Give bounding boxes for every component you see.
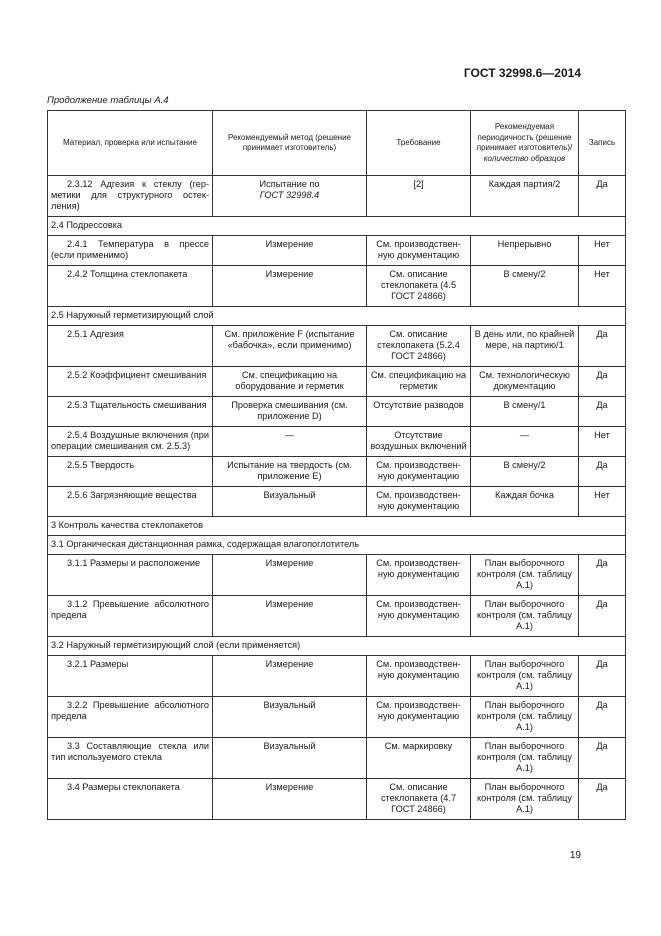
cell-requirement: См. производственную документацию — [367, 555, 471, 596]
cell-frequency: План выборочного контроля (см. таблицу А.1) — [471, 779, 579, 820]
cell-requirement: См. производственную документацию — [367, 487, 471, 517]
cell-method: См. спецификацию на оборудование и герметик — [213, 367, 367, 397]
cell-record: Да — [579, 738, 626, 779]
cell-material — [48, 266, 213, 307]
section-title: 3.2 Наружный герметизирующий слой (если применяется) — [48, 637, 626, 656]
material-text: 3.4 Размеры стеклопакета — [67, 782, 180, 792]
table-section-row — [48, 217, 626, 236]
cell-requirement: См. производственную документацию — [367, 236, 471, 266]
method-standard-ref: ГОСТ 32998.4 — [259, 190, 320, 200]
table-row — [48, 487, 626, 517]
table-row — [48, 596, 626, 637]
cell-method: — — [213, 427, 367, 457]
table-row — [48, 326, 626, 367]
material-text: 3.2.1 Размеры — [67, 659, 129, 669]
cell-record: Да — [579, 367, 626, 397]
table-caption: Продолжение таблицы А.4 — [47, 95, 169, 106]
cell-method: Измерение — [213, 266, 367, 307]
column-header-method: Рекомендуемый метод (решение принимает изготовитель) — [213, 111, 367, 176]
cell-material — [48, 367, 213, 397]
inspection-table — [47, 110, 626, 820]
material-text: 2.4.2 Толщина стеклопакета — [67, 269, 188, 279]
cell-requirement: См. производственную документацию — [367, 596, 471, 637]
cell-material — [48, 397, 213, 427]
frequency-header-main: Рекомендуемая периодичность (решение принимает изготовитель)/ — [476, 122, 573, 152]
material-text: 3.2.2 Превышение абсолютного предела — [51, 700, 209, 721]
cell-frequency: Каждая бочка — [471, 487, 579, 517]
cell-material — [48, 326, 213, 367]
cell-frequency: План выборочного контроля (см. таблицу А.1) — [471, 738, 579, 779]
cell-method: Визуальный — [213, 738, 367, 779]
table-row — [48, 738, 626, 779]
material-text: 2.4.1 Температура в прессе (если применимо) — [51, 239, 209, 260]
cell-record: Да — [579, 779, 626, 820]
cell-method: Визуальный — [213, 697, 367, 738]
cell-record: Нет — [579, 427, 626, 457]
section-title: 3 Контроль качества стеклопакетов — [48, 517, 626, 536]
table-row — [48, 367, 626, 397]
table-header-row — [48, 111, 626, 176]
table-row — [48, 266, 626, 307]
cell-frequency: Непрерывно — [471, 236, 579, 266]
table-row — [48, 397, 626, 427]
cell-requirement: См. маркировку — [367, 738, 471, 779]
material-text: 3.1.1 Размеры и расположение — [67, 558, 201, 568]
frequency-header-italic: количество образцов — [483, 153, 566, 163]
cell-material — [48, 427, 213, 457]
table-row — [48, 656, 626, 697]
cell-method: Измерение — [213, 596, 367, 637]
cell-frequency: В день или, по крайней мере, на партию/1 — [471, 326, 579, 367]
document-code: ГОСТ 32998.6—2014 — [463, 66, 581, 80]
cell-requirement: Отсутствие разводов — [367, 397, 471, 427]
material-text: 2.5.5 Твердость — [67, 460, 135, 470]
cell-method: Проверка смешивания (см. приложение D) — [213, 397, 367, 427]
cell-record: Да — [579, 656, 626, 697]
material-text: 3.3 Составляющие стекла или тип используемого стекла — [51, 741, 209, 762]
table-row — [48, 697, 626, 738]
cell-method: Измерение — [213, 656, 367, 697]
cell-material — [48, 457, 213, 487]
cell-requirement: Отсутствие воздушных включений — [367, 427, 471, 457]
cell-method: Измерение — [213, 779, 367, 820]
cell-record: Да — [579, 176, 626, 217]
cell-record: Нет — [579, 236, 626, 266]
material-text: 2.5.4 Воздушные включения (при операции смешивания см. 2.5.3) — [51, 430, 209, 451]
cell-record: Да — [579, 555, 626, 596]
cell-material — [48, 487, 213, 517]
cell-record: Да — [579, 397, 626, 427]
table-section-row — [48, 637, 626, 656]
cell-method: Испытание на твердость (см. приложение E) — [213, 457, 367, 487]
cell-material — [48, 697, 213, 738]
cell-requirement: См. спецификацию на герметик — [367, 367, 471, 397]
table-row — [48, 779, 626, 820]
cell-requirement: См. описание стеклопакета (4.7 ГОСТ 24866) — [367, 779, 471, 820]
cell-requirement: См. производственную документацию — [367, 457, 471, 487]
cell-record: Нет — [579, 266, 626, 307]
column-header-material: Материал, проверка или испытание — [48, 111, 213, 176]
cell-material — [48, 596, 213, 637]
method-text: Испытание по — [259, 179, 320, 189]
material-text: 2.5.6 Загрязняющие вещества — [67, 490, 197, 500]
cell-requirement: См. производственную документацию — [367, 697, 471, 738]
cell-requirement: См. описание стеклопакета (5.2.4 ГОСТ 24866) — [367, 326, 471, 367]
table-row — [48, 457, 626, 487]
page-number: 19 — [569, 850, 581, 861]
table-row — [48, 176, 626, 217]
column-header-frequency — [471, 111, 579, 176]
cell-material — [48, 779, 213, 820]
table-row — [48, 236, 626, 266]
material-text: 2.5.1 Адгезия — [67, 329, 124, 339]
cell-record: Да — [579, 457, 626, 487]
cell-record: Да — [579, 326, 626, 367]
cell-method: См. приложение F (испытание «бабочка», если применимо) — [213, 326, 367, 367]
material-text: 3.1.2 Превышение абсолютного предела — [51, 599, 209, 620]
cell-frequency: План выборочного контроля (см. таблицу А.1) — [471, 596, 579, 637]
cell-frequency: План выборочного контроля (см. таблицу А.1) — [471, 555, 579, 596]
table-row — [48, 427, 626, 457]
cell-frequency: Каждая партия/2 — [471, 176, 579, 217]
cell-frequency: В смену/2 — [471, 266, 579, 307]
material-text: 2.5.2 Коэффициент смешивания — [67, 370, 207, 380]
cell-method: Измерение — [213, 236, 367, 266]
cell-frequency: — — [471, 427, 579, 457]
cell-frequency: См. технологическую документацию — [471, 367, 579, 397]
cell-frequency: План выборочного контроля (см. таблицу А.1) — [471, 697, 579, 738]
column-header-requirement: Требование — [367, 111, 471, 176]
cell-record: Да — [579, 697, 626, 738]
section-title: 3.1 Органическая дистанционная рамка, содержащая влагопоглотитель — [48, 536, 626, 555]
cell-record: Нет — [579, 487, 626, 517]
cell-frequency: В смену/2 — [471, 457, 579, 487]
cell-method: Измерение — [213, 555, 367, 596]
cell-method: Визуальный — [213, 487, 367, 517]
table-section-row — [48, 536, 626, 555]
column-header-record: Запись — [579, 111, 626, 176]
cell-requirement: См. описание стеклопакета (4.5 ГОСТ 24866) — [367, 266, 471, 307]
section-title: 2.4 Подрессовка — [48, 217, 626, 236]
table-body — [48, 176, 626, 820]
table-section-row — [48, 517, 626, 536]
cell-material — [48, 236, 213, 266]
cell-frequency: План выборочного контроля (см. таблицу А.1) — [471, 656, 579, 697]
table-section-row — [48, 307, 626, 326]
cell-requirement: [2] — [367, 176, 471, 217]
cell-method — [213, 176, 367, 217]
material-text: 2.3.12 Адгезия к стеклу (герметики для структурного остекления) — [51, 179, 209, 211]
cell-material — [48, 176, 213, 217]
cell-material — [48, 555, 213, 596]
cell-material — [48, 738, 213, 779]
section-title: 2.5 Наружный герметизирующий слой — [48, 307, 626, 326]
material-text: 2.5.3 Тщательность смешивания — [67, 400, 207, 410]
cell-requirement: См. производственную документацию — [367, 656, 471, 697]
cell-frequency: В смену/1 — [471, 397, 579, 427]
cell-record: Да — [579, 596, 626, 637]
table-row — [48, 555, 626, 596]
cell-material — [48, 656, 213, 697]
